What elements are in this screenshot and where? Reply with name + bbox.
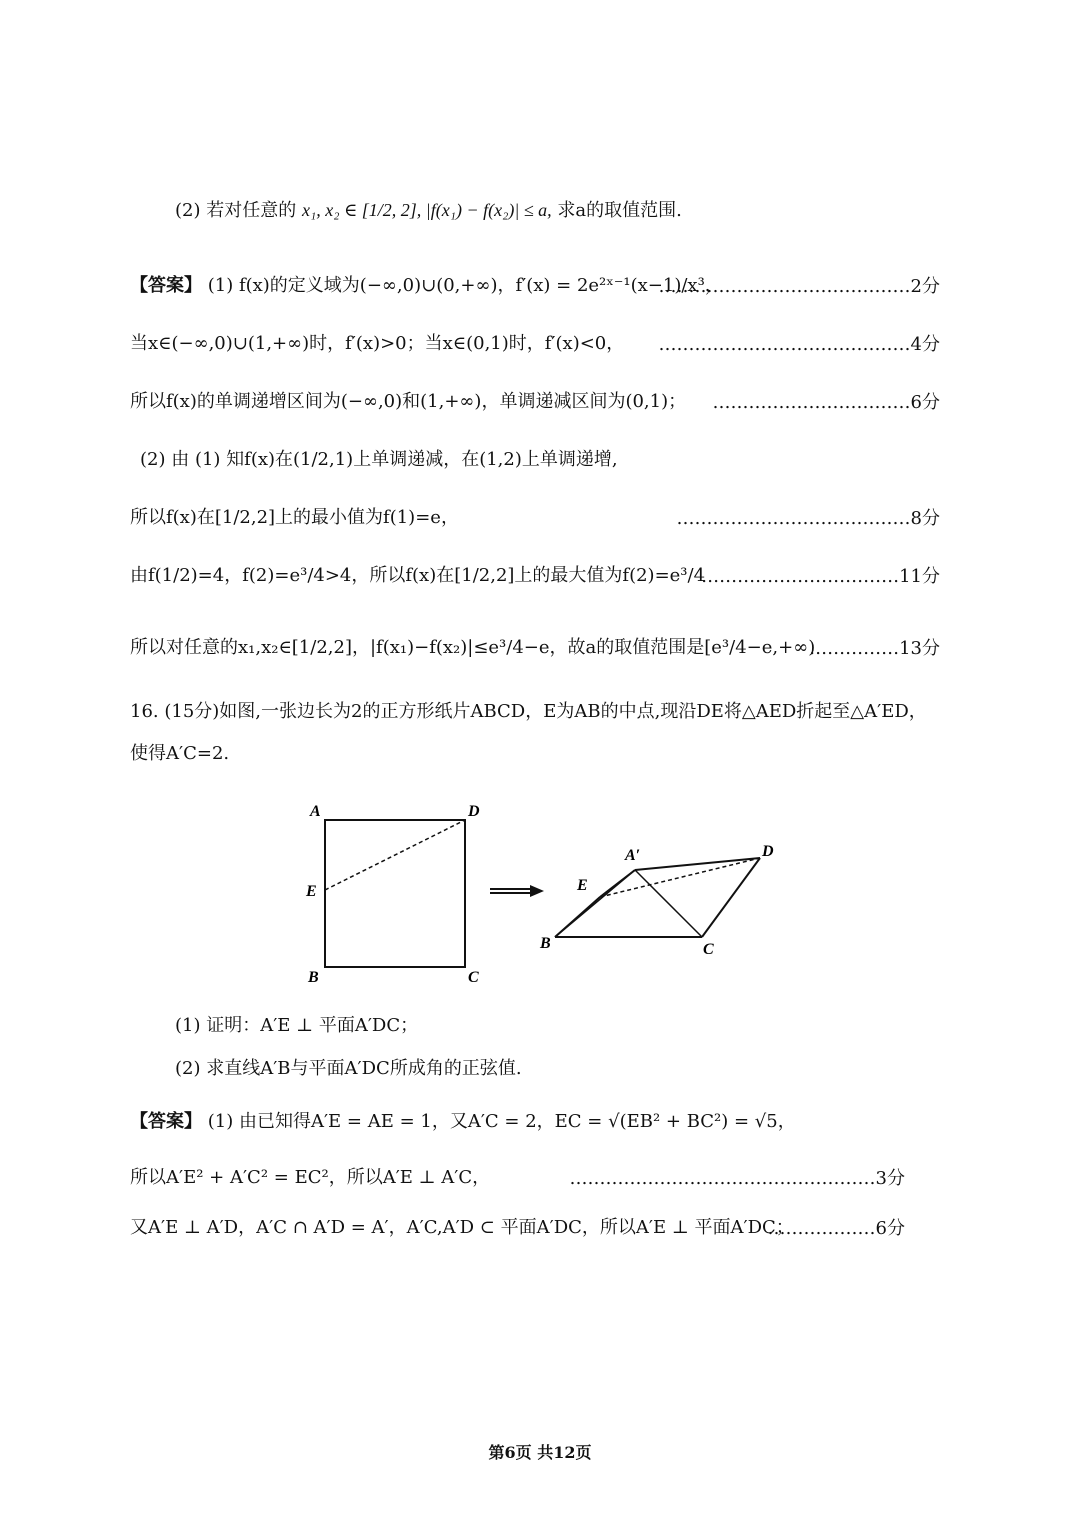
label-a: A [310, 803, 321, 820]
q15-part2 [175, 196, 950, 225]
answer15-line2: 当x∈(−∞,0)∪(1,+∞)时，f′(x)>0；当x∈(0,1)时，f′(x)<0， [130, 333, 625, 354]
label-a-prime: A′ [625, 847, 641, 864]
answer15-line7: 所以对任意的x₁,x₂∈[1/2,2]，|f(x₁)−f(x₂)|≤e³/4−e，故a的取值范围是[e³/4−e,+∞) [130, 637, 816, 658]
q16-stem-line2: 使得A′C=2. [130, 743, 230, 764]
answer15-score-6: ……………………………6分 [712, 392, 940, 413]
label-c-right: C [703, 941, 714, 958]
q15-part2-prefix: (2) 若对任意的 [175, 200, 297, 221]
answer15-score-13: ……………13分 [809, 638, 940, 659]
answer15-score-11: ……………………………11分 [701, 566, 940, 587]
answer-tag: 【答案】 [130, 275, 202, 296]
page-footer: 第6页 共12页 [488, 1443, 592, 1462]
answer15-line3: 所以f(x)的单调递增区间为(−∞,0)和(1,+∞)，单调递减区间为(0,1)； [130, 391, 687, 412]
q16-part2: (2) 求直线A′B与平面A′DC所成角的正弦值. [175, 1058, 522, 1079]
q16-stem-line1: 16. (15分)如图,一张边长为2的正方形纸片ABCD，E为AB的中点,现沿DE将△AED折起至△A′ED， [130, 701, 927, 722]
answer15-score-4: ……………………………………4分 [658, 334, 940, 355]
q15-part2-condition: x₁, x₂ ∈ [1/2, 2], |f(x₁) − f(x₂)| ≤ a, [301, 200, 552, 220]
answer15-score-2: ……………………………………2分 [658, 276, 940, 297]
answer16-line3: 又A′E ⊥ A′D，A′C ∩ A′D = A′，A′C,A′D ⊂ 平面A′DC，所以A′E ⊥ 平面A′DC； [130, 1217, 794, 1238]
q16-part1: (1) 证明：A′E ⊥ 平面A′DC； [175, 1015, 419, 1036]
answer16-line2: 所以A′E² + A′C² = EC²，所以A′E ⊥ A′C， [130, 1167, 491, 1188]
q16-figure [290, 790, 810, 1000]
answer16-score-6: ………………6分 [767, 1218, 905, 1239]
label-d-right: D [762, 843, 774, 860]
answer15-line6: 由f(1/2)=4，f(2)=e³/4>4，所以f(x)在[1/2,2]上的最大值为f(2)=e³/4 [130, 565, 706, 586]
label-e: E [306, 883, 317, 900]
label-b-right: B [540, 935, 551, 952]
answer15-line5: 所以f(x)在[1/2,2]上的最小值为f(1)=e， [130, 507, 459, 528]
arrow-icon [490, 885, 544, 897]
label-b: B [308, 969, 319, 986]
answer15-score-8: …………………………………8分 [676, 508, 940, 529]
answer15-line1-text: (1) f(x)的定义域为(−∞,0)∪(0,+∞)，f′(x) = 2e²ˣ⁻¹(x−1)/x³， [207, 275, 723, 296]
q15-part2-ask: 求a的取值范围. [557, 200, 682, 221]
label-d: D [468, 803, 480, 820]
folded-figure [555, 858, 760, 937]
answer16-line1-text: (1) 由已知得A′E = AE = 1，又A′C = 2，EC = √(EB² + BC²) = √5， [207, 1111, 796, 1132]
label-e-right: E [577, 877, 588, 894]
square-abcd [325, 820, 465, 967]
answer16-line1 [130, 1108, 950, 1136]
answer16-score-3: ……………………………………………3分 [569, 1168, 905, 1189]
answer15-line4: (2) 由 (1) 知f(x)在(1/2,1)上单调递减，在(1,2)上单调递增, [140, 449, 618, 470]
fold-line-de [325, 820, 465, 890]
answer-tag: 【答案】 [130, 1111, 202, 1132]
label-c: C [468, 969, 479, 986]
